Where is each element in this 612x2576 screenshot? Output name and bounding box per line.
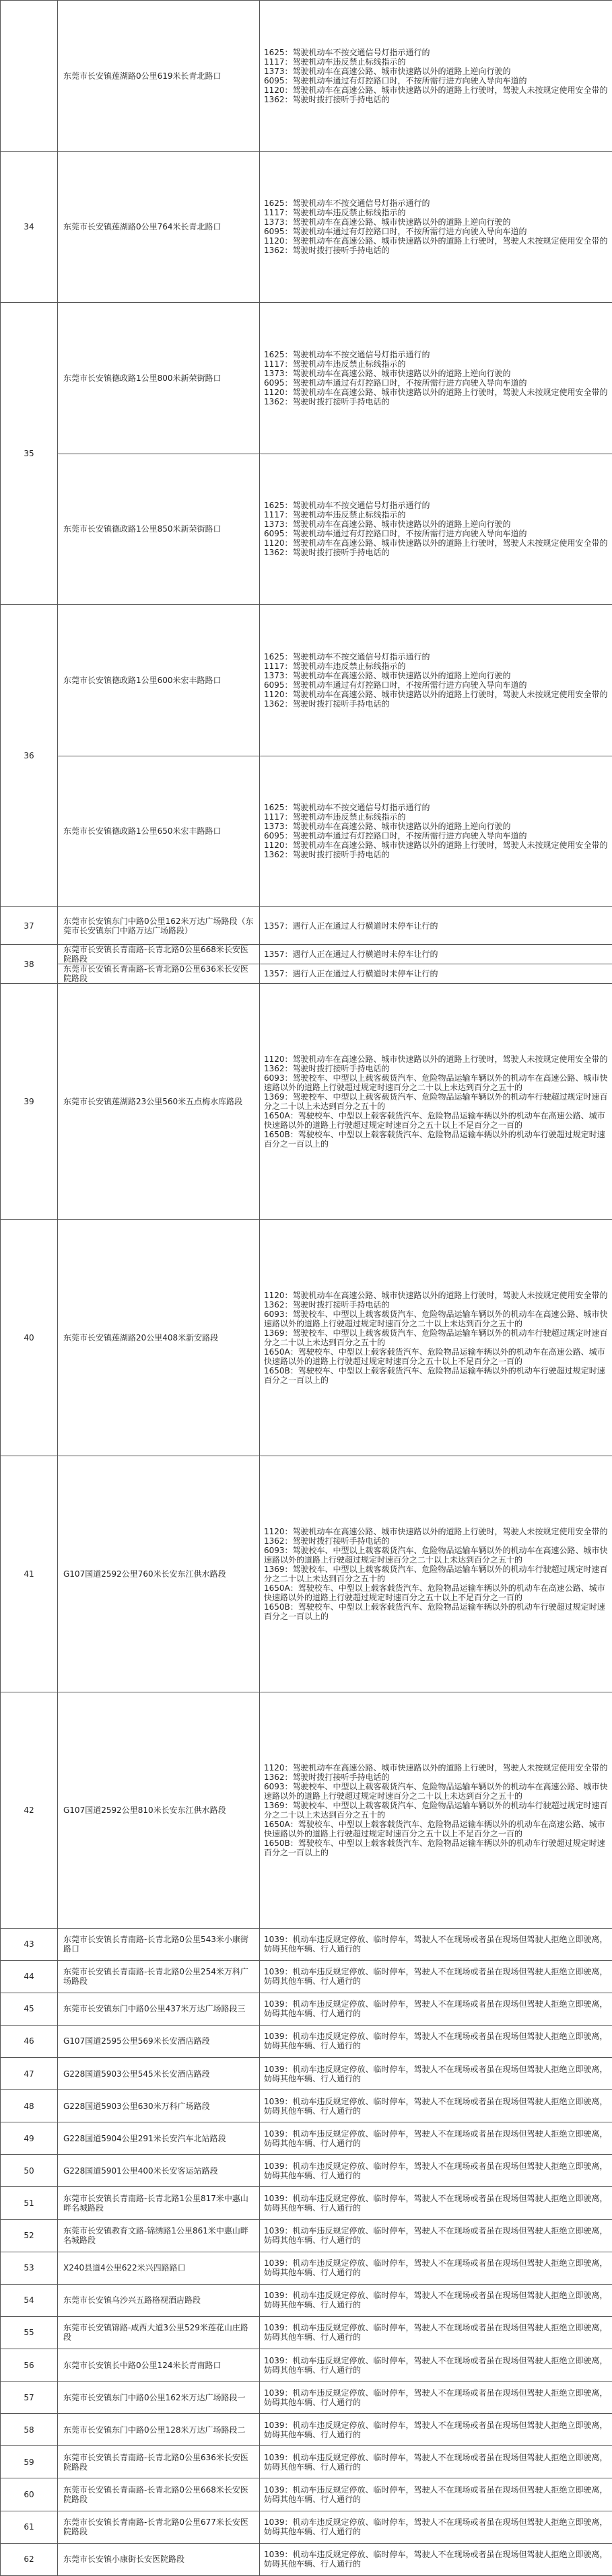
row-number: 50 (1, 2155, 58, 2187)
violation-rule: 1120：驾驶机动车在高速公路、城市快速路以外的道路上行驶时，驾驶人未按规定使用安全带的 (264, 1291, 608, 1301)
table-body (1, 1, 612, 2576)
violation-rule: 1039：机动车违反规定停放、临时停车，驾驶人不在现场或者虽在现场但驾驶人拒绝立即驶离，妨碍其他车辆、行人通行的 (264, 2355, 608, 2375)
table-row (1, 151, 612, 303)
violation-rules-cell (260, 984, 612, 1220)
table-row (1, 756, 612, 907)
location-cell: 东莞市长安镇莲湖路0公里764米长青北路口 (58, 151, 260, 303)
location-cell: 东莞市长安镇莲湖路23公里560米五点梅水库路段 (58, 984, 260, 1220)
violation-rule: 1362：驾驶时拨打接听手持电话的 (264, 94, 390, 104)
table-row (1, 907, 612, 945)
location-cell: G228国道5901公里400米长安客运站路段 (58, 2155, 260, 2187)
violation-rule: 1650A：驾驶校车、中型以上载客载货汽车、危险物品运输车辆以外的机动车在高速公路、城市快速路以外的道路上行驶超过规定时速百分之五十以上不足百分之一百的 (264, 1819, 605, 1838)
violation-rule: 6093：驾驶校车、中型以上载客载货汽车、危险物品运输车辆以外的机动车在高速公路、城市快速路以外的道路上行驶超过规定时速百分之二十以上未达到百分之五十的 (264, 1310, 608, 1329)
row-number: 53 (1, 2252, 58, 2284)
violation-rule: 1039：机动车违反规定停放、临时停车，驾驶人不在现场或者虽在现场但驾驶人拒绝立即驶离，妨碍其他车辆、行人通行的 (264, 2161, 608, 2180)
violation-rule: 6095：驾驶机动车通过有灯控路口时，不按所需行进方向驶入导向车道的 (264, 831, 527, 841)
location-cell: 东莞市长安镇长青南路-长青北路0公里636米长安医院路段 (58, 2446, 260, 2478)
location-cell: 东莞市长安镇长青南路-长青北路1公里817米中惠山畔名城路段 (58, 2187, 260, 2219)
row-number: 54 (1, 2284, 58, 2316)
violation-rule: 1039：机动车违反规定停放、临时停车，驾驶人不在现场或者虽在现场但驾驶人拒绝立即驶离，妨碍其他车辆、行人通行的 (264, 1967, 608, 1987)
violation-rules-cell (260, 303, 612, 454)
violation-rules-cell (260, 2382, 612, 2414)
table-row (1, 605, 612, 756)
location-cell: 东莞市长安镇德政路1公里800米新荣街路口 (58, 303, 260, 454)
table-row (1, 1456, 612, 1692)
location-cell: 东莞市长安镇长青南路-长青北路0公里677米长安医院路段 (58, 2511, 260, 2543)
table-row (1, 1960, 612, 1993)
violation-rule: 1039：机动车违反规定停放、临时停车，驾驶人不在现场或者虽在现场但驾驶人拒绝立即驶离，妨碍其他车辆、行人通行的 (264, 1999, 608, 2019)
row-number: 44 (1, 1960, 58, 1993)
table-row (1, 2025, 612, 2057)
violation-rule: 1373：驾驶机动车在高速公路、城市快速路以外的道路上逆向行驶的 (264, 66, 511, 76)
row-number: 35 (1, 303, 58, 605)
table-row (1, 2122, 612, 2155)
location-cell: 东莞市长安镇东门中路0公里437米万达广场路段三 (58, 1993, 260, 2025)
violation-rule: 1039：机动车违反规定停放、临时停车，驾驶人不在现场或者虽在现场但驾驶人拒绝立即驶离，妨碍其他车辆、行人通行的 (264, 2194, 608, 2213)
violation-rules-cell (260, 2219, 612, 2252)
row-number: 60 (1, 2478, 58, 2511)
table-row (1, 2543, 612, 2575)
violation-rule: 1362：驾驶时拨打接听手持电话的 (264, 699, 390, 709)
location-cell: X240县道4公里622米兴四路路口 (58, 2252, 260, 2284)
violation-rules-cell (260, 605, 612, 756)
location-cell: 东莞市长安镇东门中路0公里128米万达广场路段二 (58, 2414, 260, 2446)
violation-rule: 6095：驾驶机动车通过有灯控路口时，不按所需行进方向驶入导向车道的 (264, 227, 527, 237)
violation-rules-cell (260, 964, 612, 984)
row-number: 62 (1, 2543, 58, 2575)
table-row (1, 2414, 612, 2446)
violation-rules-cell (260, 2284, 612, 2316)
violation-rule: 1120：驾驶机动车在高速公路、城市快速路以外的道路上行驶时，驾驶人未按规定使用安全带的 (264, 689, 608, 699)
row-number: 55 (1, 2316, 58, 2349)
violation-rule: 1039：机动车违反规定停放、临时停车，驾驶人不在现场或者虽在现场但驾驶人拒绝立即驶离，妨碍其他车辆、行人通行的 (264, 2323, 608, 2342)
violation-rule: 1039：机动车违反规定停放、临时停车，驾驶人不在现场或者虽在现场但驾驶人拒绝立即驶离，妨碍其他车辆、行人通行的 (264, 2291, 608, 2310)
violation-rules-cell (260, 2446, 612, 2478)
violation-rule: 1369：驾驶校车、中型以上载客载货汽车、危险物品运输车辆以外的机动车行驶超过规定时速百分之二十以上未达到百分之五十的 (264, 1564, 608, 1583)
violation-rules-cell (260, 1692, 612, 1928)
violation-rules-cell (260, 2090, 612, 2122)
table-row (1, 2058, 612, 2090)
violation-rules-cell (260, 2316, 612, 2349)
violation-rule: 1373：驾驶机动车在高速公路、城市快速路以外的道路上逆向行驶的 (264, 520, 511, 530)
violation-rule: 1650B：驾驶校车、中型以上载客载货汽车、危险物品运输车辆以外的机动车行驶超过规定时速百分之一百以上的 (264, 1130, 605, 1149)
row-number: 43 (1, 1928, 58, 1960)
violation-rule: 1362：驾驶时拨打接听手持电话的 (264, 1064, 390, 1074)
violation-rule: 1039：机动车违反规定停放、临时停车，驾驶人不在现场或者虽在现场但驾驶人拒绝立即驶离，妨碍其他车辆、行人通行的 (264, 1935, 608, 1954)
violation-rule: 1357：遇行人正在通过人行横道时未停车让行的 (264, 921, 438, 931)
violation-rule: 1120：驾驶机动车在高速公路、城市快速路以外的道路上行驶时，驾驶人未按规定使用安全带的 (264, 85, 608, 95)
violation-rule: 1120：驾驶机动车在高速公路、城市快速路以外的道路上行驶时，驾驶人未按规定使用安全带的 (264, 538, 608, 548)
violation-rules-cell (260, 2543, 612, 2575)
row-number: 39 (1, 984, 58, 1220)
location-cell: 东莞市长安镇德政路1公里600米宏丰路路口 (58, 605, 260, 756)
row-number: 41 (1, 1456, 58, 1692)
table-row (1, 2382, 612, 2414)
violation-rules-cell (260, 2122, 612, 2155)
violation-rule: 1039：机动车违反规定停放、临时停车，驾驶人不在现场或者虽在现场但驾驶人拒绝立即驶离，妨碍其他车辆、行人通行的 (264, 2096, 608, 2116)
violation-rules-cell (260, 2511, 612, 2543)
violation-rule: 1625：驾驶机动车不按交通信号灯指示通行的 (264, 47, 430, 57)
violation-rule: 1117：驾驶机动车违反禁止标线指示的 (264, 57, 406, 67)
violation-rule: 1039：机动车违反规定停放、临时停车，驾驶人不在现场或者虽在现场但驾驶人拒绝立即驶离，妨碍其他车辆、行人通行的 (264, 2226, 608, 2246)
violation-rule: 1650B：驾驶校车、中型以上载客载货汽车、危险物品运输车辆以外的机动车行驶超过规定时速百分之一百以上的 (264, 1366, 605, 1386)
violation-rules-cell (260, 1456, 612, 1692)
location-cell: 东莞市长安镇东门中路0公里162米万达广场路段（东莞市长安镇东门中路万达广场路段） (58, 907, 260, 945)
violation-rule: 1357：遇行人正在通过人行横道时未停车让行的 (264, 969, 438, 979)
violation-rule: 1650B：驾驶校车、中型以上载客载货汽车、危险物品运输车辆以外的机动车行驶超过规定时速百分之一百以上的 (264, 1602, 605, 1621)
violation-rule: 1039：机动车违反规定停放、临时停车，驾驶人不在现场或者虽在现场但驾驶人拒绝立即驶离，妨碍其他车辆、行人通行的 (264, 2128, 608, 2148)
row-number: 34 (1, 151, 58, 303)
location-cell: 东莞市长安镇长青南路-长青北路0公里254米万科广场路段 (58, 1960, 260, 1993)
row-number: 47 (1, 2058, 58, 2090)
violation-rule: 1039：机动车违反规定停放、临时停车，驾驶人不在现场或者虽在现场但驾驶人拒绝立即驶离，妨碍其他车辆、行人通行的 (264, 2032, 608, 2051)
violation-rule: 6095：驾驶机动车通过有灯控路口时，不按所需行进方向驶入导向车道的 (264, 75, 527, 85)
row-number: 61 (1, 2511, 58, 2543)
table-row (1, 2187, 612, 2219)
violation-rules-cell (260, 2414, 612, 2446)
violation-rule: 1625：驾驶机动车不按交通信号灯指示通行的 (264, 651, 430, 661)
location-cell: 东莞市长安镇长青南路-长青北路0公里636米长安医院路段 (58, 964, 260, 984)
violation-rule: 1625：驾驶机动车不按交通信号灯指示通行的 (264, 803, 430, 813)
violation-rule: 1373：驾驶机动车在高速公路、城市快速路以外的道路上逆向行驶的 (264, 217, 511, 227)
violation-rule: 1373：驾驶机动车在高速公路、城市快速路以外的道路上逆向行驶的 (264, 670, 511, 680)
violation-rule: 1369：驾驶校车、中型以上载客载货汽车、危险物品运输车辆以外的机动车行驶超过规定时速百分之二十以上未达到百分之五十的 (264, 1092, 608, 1112)
row-number: 56 (1, 2349, 58, 2382)
violation-rule: 1625：驾驶机动车不按交通信号灯指示通行的 (264, 501, 430, 511)
violation-rule: 1120：驾驶机动车在高速公路、城市快速路以外的道路上行驶时，驾驶人未按规定使用安全带的 (264, 1054, 608, 1065)
violation-rule: 1362：驾驶时拨打接听手持电话的 (264, 246, 390, 256)
violation-rule: 1120：驾驶机动车在高速公路、城市快速路以外的道路上行驶时，驾驶人未按规定使用安全带的 (264, 387, 608, 397)
row-number: 51 (1, 2187, 58, 2219)
violation-rules-cell (260, 2187, 612, 2219)
violation-rule: 1650A：驾驶校车、中型以上载客载货汽车、危险物品运输车辆以外的机动车在高速公路、城市快速路以外的道路上行驶超过规定时速百分之五十以上不足百分之一百的 (264, 1111, 605, 1131)
violation-rule: 1117：驾驶机动车违反禁止标线指示的 (264, 510, 406, 520)
location-cell: G107国道2592公里760米长安东江供水路段 (58, 1456, 260, 1692)
violation-rule: 1362：驾驶时拨打接听手持电话的 (264, 548, 390, 558)
violation-rule: 1039：机动车违反规定停放、临时停车，驾驶人不在现场或者虽在现场但驾驶人拒绝立即驶离，妨碍其他车辆、行人通行的 (264, 2517, 608, 2537)
violation-rule: 6093：驾驶校车、中型以上载客载货汽车、危险物品运输车辆以外的机动车在高速公路、城市快速路以外的道路上行驶超过规定时速百分之二十以上未达到百分之五十的 (264, 1073, 608, 1093)
row-number: 46 (1, 2025, 58, 2057)
table-row (1, 2349, 612, 2382)
table-row (1, 1692, 612, 1928)
violation-rule: 1362：驾驶时拨打接听手持电话的 (264, 396, 390, 406)
violation-rule: 1369：驾驶校车、中型以上载客载货汽车、危险物品运输车辆以外的机动车行驶超过规定时速百分之二十以上未达到百分之五十的 (264, 1328, 608, 1348)
location-cell: 东莞市长安镇锦路-咸西大道3公里529米莲花山庄路段 (58, 2316, 260, 2349)
table-row (1, 2511, 612, 2543)
violation-rules-cell (260, 1, 612, 152)
violation-rule: 1369：驾驶校车、中型以上载客载货汽车、危险物品运输车辆以外的机动车行驶超过规定时速百分之二十以上未达到百分之五十的 (264, 1800, 608, 1820)
violation-rule: 1373：驾驶机动车在高速公路、城市快速路以外的道路上逆向行驶的 (264, 822, 511, 832)
row-number (1, 1, 58, 152)
violation-rule: 1650B：驾驶校车、中型以上载客载货汽车、危险物品运输车辆以外的机动车行驶超过规定时速百分之一百以上的 (264, 1838, 605, 1857)
location-cell: 东莞市长安镇东门中路0公里162米万达广场路段一 (58, 2382, 260, 2414)
violation-rule: 1039：机动车违反规定停放、临时停车，驾驶人不在现场或者虽在现场但驾驶人拒绝立即驶离，妨碍其他车辆、行人通行的 (264, 2550, 608, 2569)
location-cell: 东莞市长安镇乌沙兴五路格视酒店路段 (58, 2284, 260, 2316)
violation-rules-cell (260, 1993, 612, 2025)
violation-rule: 1117：驾驶机动车违反禁止标线指示的 (264, 359, 406, 369)
table-row (1, 1993, 612, 2025)
location-cell: G107国道2592公里810米长安东江供水路段 (58, 1692, 260, 1928)
table-row (1, 2155, 612, 2187)
row-number: 42 (1, 1692, 58, 1928)
violation-rules-cell (260, 454, 612, 605)
row-number: 57 (1, 2382, 58, 2414)
location-cell: 东莞市长安镇教育文路-锦绣路1公里861米中惠山畔名城路段 (58, 2219, 260, 2252)
location-cell: 东莞市长安镇长青南路-长青北路0公里543米小康街路口 (58, 1928, 260, 1960)
location-cell: G228国道5904公里291米长安汽车北站路段 (58, 2122, 260, 2155)
violation-rule: 1120：驾驶机动车在高速公路、城市快速路以外的道路上行驶时，驾驶人未按规定使用安全带的 (264, 840, 608, 851)
violation-rule: 6093：驾驶校车、中型以上载客载货汽车、危险物品运输车辆以外的机动车在高速公路、城市快速路以外的道路上行驶超过规定时速百分之二十以上未达到百分之五十的 (264, 1781, 608, 1801)
row-number: 45 (1, 1993, 58, 2025)
violation-rule: 1625：驾驶机动车不按交通信号灯指示通行的 (264, 199, 430, 209)
location-cell: 东莞市长安镇莲湖路20公里408米新安路段 (58, 1220, 260, 1456)
table-row (1, 1928, 612, 1960)
table-row (1, 1, 612, 152)
row-number: 37 (1, 907, 58, 945)
row-number: 58 (1, 2414, 58, 2446)
violation-rule: 1362：驾驶时拨打接听手持电话的 (264, 850, 390, 860)
violation-rule: 1039：机动车违反规定停放、临时停车，驾驶人不在现场或者虽在现场但驾驶人拒绝立即驶离，妨碍其他车辆、行人通行的 (264, 2388, 608, 2407)
table-row (1, 945, 612, 964)
violation-rule: 6095：驾驶机动车通过有灯控路口时，不按所需行进方向驶入导向车道的 (264, 680, 527, 690)
table-row (1, 964, 612, 984)
violation-rules-cell (260, 1928, 612, 1960)
violation-rules-cell (260, 1220, 612, 1456)
table-row (1, 2252, 612, 2284)
violation-rules-cell (260, 2058, 612, 2090)
violation-rule: 1373：驾驶机动车在高速公路、城市快速路以外的道路上逆向行驶的 (264, 368, 511, 378)
table-row (1, 2478, 612, 2511)
violation-rule: 1117：驾驶机动车违反禁止标线指示的 (264, 208, 406, 218)
location-cell: 东莞市长安镇德政路1公里850米新荣街路口 (58, 454, 260, 605)
violation-rule: 1362：驾驶时拨打接听手持电话的 (264, 1536, 390, 1546)
violation-rules-cell (260, 2349, 612, 2382)
violation-rule: 6093：驾驶校车、中型以上载客载货汽车、危险物品运输车辆以外的机动车在高速公路、城市快速路以外的道路上行驶超过规定时速百分之二十以上未达到百分之五十的 (264, 1545, 608, 1565)
violation-rules-cell (260, 756, 612, 907)
location-cell: 东莞市长安镇小康街长安医院路段 (58, 2543, 260, 2575)
violation-rule: 1039：机动车违反规定停放、临时停车，驾驶人不在现场或者虽在现场但驾驶人拒绝立即驶离，妨碍其他车辆、行人通行的 (264, 2452, 608, 2472)
violation-rule: 1357：遇行人正在通过人行横道时未停车让行的 (264, 950, 438, 960)
violation-rule: 1650A：驾驶校车、中型以上载客载货汽车、危险物品运输车辆以外的机动车在高速公路、城市快速路以外的道路上行驶超过规定时速百分之五十以上不足百分之一百的 (264, 1347, 605, 1367)
violation-rule: 1039：机动车违反规定停放、临时停车，驾驶人不在现场或者虽在现场但驾驶人拒绝立即驶离，妨碍其他车辆、行人通行的 (264, 2420, 608, 2439)
location-cell: G228国道5903公里630米万科广场路段 (58, 2090, 260, 2122)
location-cell: 东莞市长安镇莲湖路0公里619米长青北路口 (58, 1, 260, 152)
violation-rules-cell (260, 2025, 612, 2057)
location-cell: G228国道5903公里545米长安酒店路段 (58, 2058, 260, 2090)
table-row (1, 2284, 612, 2316)
table-row (1, 454, 612, 605)
violation-rule: 1117：驾驶机动车违反禁止标线指示的 (264, 661, 406, 671)
violation-rule: 1039：机动车违反规定停放、临时停车，驾驶人不在现场或者虽在现场但驾驶人拒绝立即驶离，妨碍其他车辆、行人通行的 (264, 2258, 608, 2278)
violation-rule: 6095：驾驶机动车通过有灯控路口时，不按所需行进方向驶入导向车道的 (264, 529, 527, 539)
violation-rule: 1117：驾驶机动车违反禁止标线指示的 (264, 812, 406, 822)
table-row (1, 2316, 612, 2349)
violation-rules-cell (260, 151, 612, 303)
violation-rules-cell (260, 1960, 612, 1993)
table-row (1, 2090, 612, 2122)
violation-rule: 1362：驾驶时拨打接听手持电话的 (264, 1772, 390, 1782)
violation-rules-cell (260, 2252, 612, 2284)
row-number: 59 (1, 2446, 58, 2478)
violation-rules-cell (260, 2478, 612, 2511)
table-row (1, 1220, 612, 1456)
violation-rule: 1039：机动车违反规定停放、临时停车，驾驶人不在现场或者虽在现场但驾驶人拒绝立即驶离，妨碍其他车辆、行人通行的 (264, 2485, 608, 2504)
row-number: 40 (1, 1220, 58, 1456)
violation-rule: 1362：驾驶时拨打接听手持电话的 (264, 1300, 390, 1310)
row-number: 48 (1, 2090, 58, 2122)
violation-rule: 1650A：驾驶校车、中型以上载客载货汽车、危险物品运输车辆以外的机动车在高速公路、城市快速路以外的道路上行驶超过规定时速百分之五十以上不足百分之一百的 (264, 1583, 605, 1602)
violation-rules-cell (260, 2155, 612, 2187)
violation-rule: 1625：驾驶机动车不按交通信号灯指示通行的 (264, 349, 430, 359)
table-row (1, 2219, 612, 2252)
table-row (1, 303, 612, 454)
violation-rules-cell (260, 907, 612, 945)
violation-rule: 1120：驾驶机动车在高速公路、城市快速路以外的道路上行驶时，驾驶人未按规定使用安全带的 (264, 1762, 608, 1773)
location-cell: 东莞市长安镇长中路0公里124米长青南路口 (58, 2349, 260, 2382)
location-cell: 东莞市长安镇长青南路-长青北路0公里668米长安医院路段 (58, 945, 260, 964)
location-cell: 东莞市长安镇德政路1公里650米宏丰路路口 (58, 756, 260, 907)
violation-rule: 1120：驾驶机动车在高速公路、城市快速路以外的道路上行驶时，驾驶人未按规定使用安全带的 (264, 1526, 608, 1536)
row-number: 36 (1, 605, 58, 907)
violation-rules-cell (260, 945, 612, 964)
row-number: 52 (1, 2219, 58, 2252)
location-cell: 东莞市长安镇长青南路-长青北路0公里668米长安医院路段 (58, 2478, 260, 2511)
violation-rule: 6095：驾驶机动车通过有灯控路口时，不按所需行进方向驶入导向车道的 (264, 378, 527, 388)
table-row (1, 984, 612, 1220)
location-cell: G107国道2595公里569米长安酒店路段 (58, 2025, 260, 2057)
violation-rule: 1039：机动车违反规定停放、临时停车，驾驶人不在现场或者虽在现场但驾驶人拒绝立即驶离，妨碍其他车辆、行人通行的 (264, 2064, 608, 2083)
row-number: 38 (1, 945, 58, 984)
violation-rule: 1120：驾驶机动车在高速公路、城市快速路以外的道路上行驶时，驾驶人未按规定使用安全带的 (264, 236, 608, 246)
table-row (1, 2446, 612, 2478)
row-number: 49 (1, 2122, 58, 2155)
